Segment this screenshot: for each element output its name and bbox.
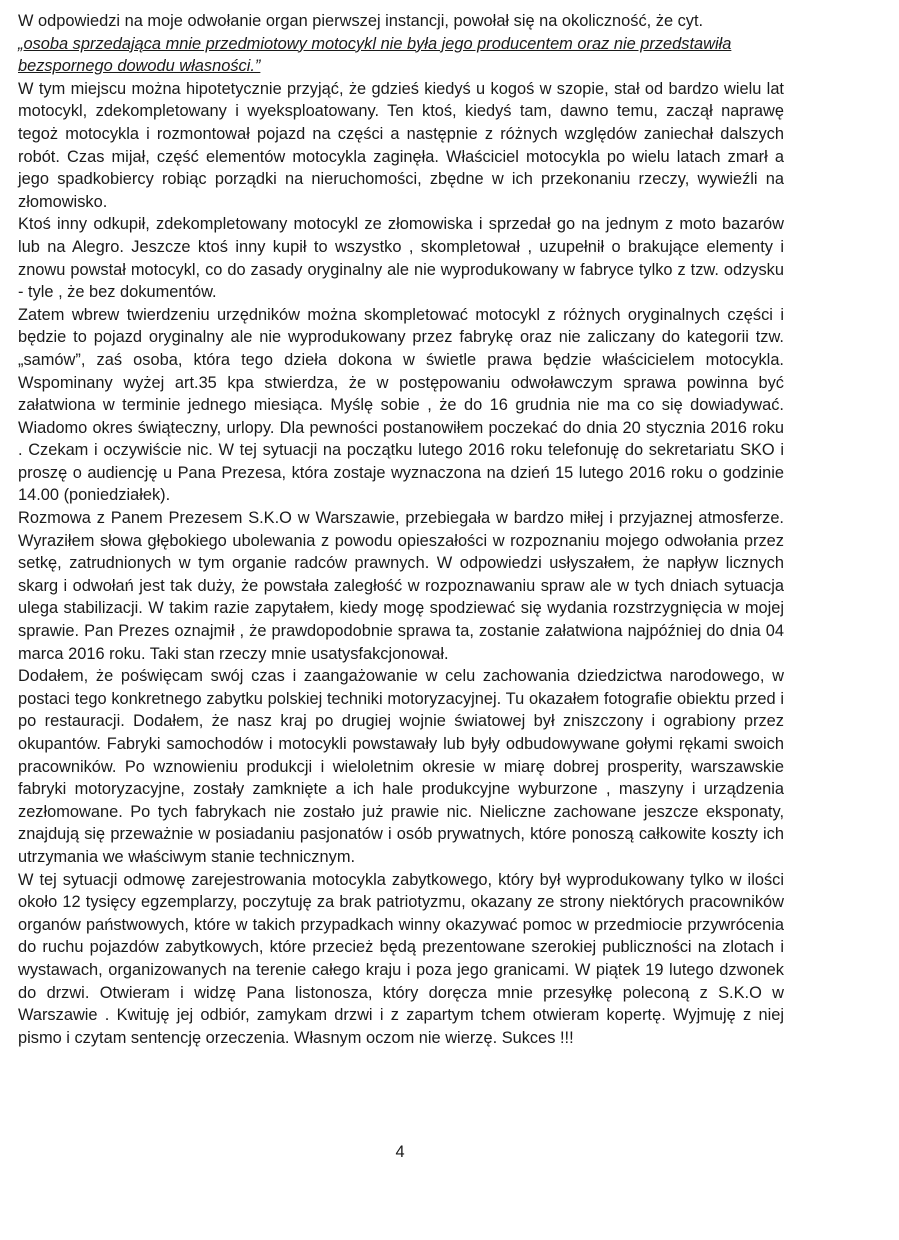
- paragraph-conversation: Rozmowa z Panem Prezesem S.K.O w Warszawie, przebiegała w bardzo miłej i przyjaznej atmosferze. Wyraziłem słowa głębokiego ubolewania z powodu opieszałości w rozpoznaniu mojego odwołania przez setkę, zatrudnionych w tym organie radców prawnych. W odpowiedzi usłyszałem, że napływ licznych skarg i odwołań jest tak duży, że powstała zaległość w rozpoznawaniu spraw ale w tych dniach sytuacja ulega stabilizacji. W takim razie zapytałem, kiedy mogę spodziewać się wydania rozstrzygnięcia w mojej sprawie. Pan Prezes oznajmił , że prawdopodobnie sprawa ta, zostanie załatwiona najpóźniej do dnia 04 marca 2016 roku. Taki stan rzeczy mnie usatysfakcjonował.: [18, 509, 784, 663]
- document-body: [18, 10, 784, 1049]
- intro-paragraph: W odpowiedzi na moje odwołanie organ pierwszej instancji, powołał się na okoliczność, że cyt.: [18, 12, 704, 30]
- paragraph-scrapyard: Ktoś inny odkupił, zdekompletowany motocykl ze złomowiska i sprzedał go na jednym z moto bazarów lub na Alegro. Jeszcze ktoś inny kupił to wszystko , skompletował , uzupełnił o brakujące elementy i znowu powstał motocykl, co do zasady oryginalny ale nie wyprodukowany w fabryce tylko z tzw. odzysku - tyle , że bez dokumentów.: [18, 215, 784, 302]
- paragraph-conclusion: W tej sytuacji odmowę zarejestrowania motocykla zabytkowego, który był wyprodukowany tylko w ilości około 12 tysięcy egzemplarzy, poczytuję za brak patriotyzmu, okazany ze strony niektórych pracowników organów państwowych, które w takich przypadkach winny okazywać pomoc w przedmiocie przywrócenia do ruchu pojazdów zabytkowych, które przecież będą prezentowane szerokiej publiczności na zlotach i wystawach, organizowanych na terenie całego kraju i poza jego granicami. W piątek 19 lutego dzwonek do drzwi. Otwieram i widzę Pana listonosza, który doręcza mnie przesyłkę poleconą z S.K.O w Warszawie . Kwituję jej odbiór, zamykam drzwi i z zapartym tchem otwieram kopertę. Wyjmuję z niej pismo i czytam sentencję orzeczenia. Własnym oczom nie wierzę. Sukces !!!: [18, 870, 784, 1047]
- paragraph-assembly: Zatem wbrew twierdzeniu urzędników można skompletować motocykl z różnych oryginalnych części i będzie to pojazd oryginalny ale nie wyprodukowany przez fabrykę oraz nie zaliczany do kategorii tzw. „samów”, zaś osoba, która tego dzieła dokona w świetle prawa będzie właścicielem motocykla. Wspominany wyżej art.35 kpa stwierdza, że w postępowaniu odwoławczym sprawa powinna być załatwiona w terminie jednego miesiąca. Myślę sobie , że do 16 grudnia nie ma co się dowiadywać. Wiadomo okres świąteczny, urlopy. Dla pewności postanowiłem poczekać do dnia 20 stycznia 2016 roku . Czekam i oczywiście nic. W tej sytuacji na początku lutego 2016 roku telefonuję do sekretariatu SKO i proszę o audiencję u Pana Prezesa, która zostaje wyznaczona na dzień 15 lutego 2016 roku o godzinie 14.00 (poniedziałek).: [18, 305, 784, 505]
- paragraph-hypothesis: W tym miejscu można hipotetycznie przyjąć, że gdzieś kiedyś u kogoś w szopie, stał od bardzo wielu lat motocykl, zdekompletowany i wyeksploatowany. Ten ktoś, kiedyś tam, dawno temu, zaczął naprawę tegoż motocykla i rozmontował pojazd na części a następnie z różnych względów zaniechał dalszych robót. Czas mijał, część elementów motocykla zaginęła. Właściciel motocykla po wielu latach zmarł a jego spadkobiercy robiąc porządki na nieruchomości, zbędne w ich przekonaniu rzeczy, wywieźli na złomowisko.: [18, 79, 784, 211]
- paragraph-heritage: Dodałem, że poświęcam swój czas i zaangażowanie w celu zachowania dziedzictwa narodowego, w postaci tego konkretnego zabytku polskiej techniki motoryzacyjnej. Tu okazałem fotografie obiektu przed i po restauracji. Dodałem, że nasz kraj po drugiej wojnie światowej był zniszczony i ograbiony przez okupantów. Fabryki samochodów i motocykli powstawały lub były odbudowywane gołymi rękami swoich pracowników. Po wznowieniu produkcji i wieloletnim okresie w miarę dobrej prosperity, warszawskie fabryki motoryzacyjne, zostały zamknięte a ich hale produkcyjne wyburzone , maszyny i urządzenia zezłomowane. Po tych fabrykach nie zostało już prawie nic. Nieliczne zachowane jeszcze eksponaty, znajdują się przeważnie w posiadaniu pasjonatów i osób prywatnych, które ponoszą całkowite koszty ich utrzymania we właściwym stanie technicznym.: [18, 667, 784, 866]
- quoted-statement: „osoba sprzedająca mnie przedmiotowy motocykl nie była jego producentem oraz nie przedstawiła bezspornego dowodu własności.”: [18, 34, 732, 76]
- page-number: 4: [395, 1143, 405, 1161]
